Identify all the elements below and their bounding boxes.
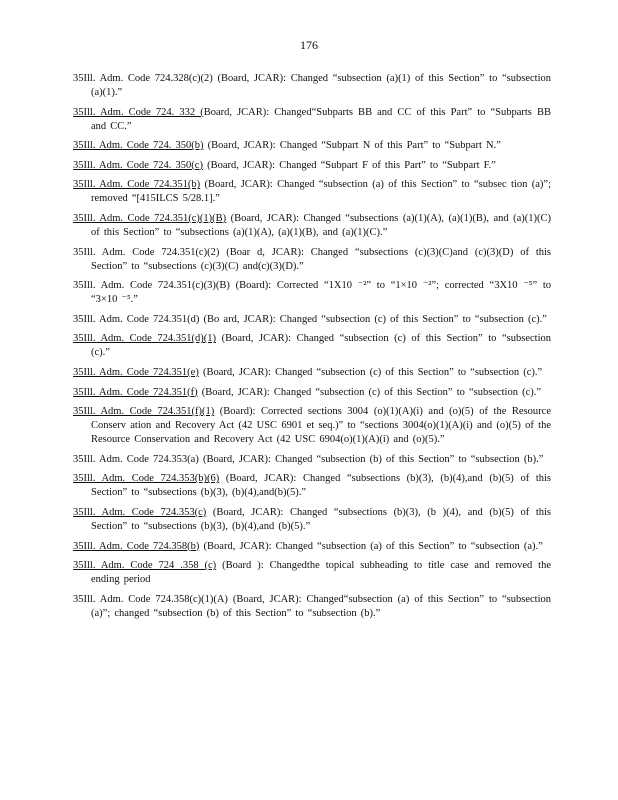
amendment-description: (Board, JCAR): Changed “subsections (a)(1)(A), (a)(1)(B), and (a)(1)(C) of this Section” to “subsections (a)(1)(A), (a)(1)(B), and (a)(1)(C).” — [91, 212, 551, 238]
amendment-description: (Board ): Changedthe topical subheading to title case and removed the ending period — [91, 560, 552, 586]
amendment-entry — [73, 279, 551, 307]
amendment-description: (Board, JCAR): Changed “subsection (a) of this Section” to “subsection (a).” — [199, 540, 543, 552]
amendment-entry — [73, 159, 551, 173]
amendment-entry — [73, 72, 551, 100]
amendment-description: (Boar d, JCAR): Changed “subsections (c)(3)(C)and (c)(3)(D) of this Section” to “subsections (c)(3)(C) and(c)(3)(D).” — [91, 246, 552, 272]
page-number: 176 — [300, 38, 318, 52]
amendment-description: (Board): Corrected sections 3004 (o)(1)(A)(i) and (o)(5) of the Resource Conserv ation and Recovery Act (42 USC 6901 et seq.)” to “sections 3004(o)(1)(A)(i) and (o)(5) of the Resource Conservation and Recovery Act (42 USC 6904(o)(1)(A)(i) and (o)(5).” — [91, 406, 551, 446]
amendment-entry — [73, 453, 551, 467]
amendment-description: (Board, JCAR): Changed “subsection (a) of this Section” to “subsec tion (a)”; removed “[415ILCS 5/28.1].” — [91, 179, 551, 205]
code-citation: 35Ill. Adm. Code 724. 350(c) — [73, 159, 203, 171]
amendment-entry — [73, 366, 551, 380]
amendment-description: (Board, JCAR): Changed “subsection (b) of this Section” to “subsection (b).” — [198, 453, 544, 465]
amendment-entry — [73, 246, 551, 274]
code-citation: 35Ill. Adm. Code 724.358(b) — [73, 540, 200, 552]
amendment-description: (Board, JCAR): Changed “subsection (c) of this Section” to “subsection (c).” — [198, 366, 543, 378]
amendment-entry — [73, 559, 551, 587]
code-citation: 35Ill. Adm. Code 724.353(c) — [73, 506, 207, 518]
amendment-entry — [73, 212, 551, 240]
amendment-list — [73, 72, 551, 626]
code-citation: 35Ill. Adm. Code 724.351(d) — [73, 313, 200, 325]
code-citation: 35Ill. Adm. Code 724.351(c)(1)(B) — [73, 212, 227, 224]
code-citation: 35Ill. Adm. Code 724.358(c)(1)(A) — [73, 593, 228, 605]
amendment-entry — [73, 386, 551, 400]
code-citation: 35Ill. Adm. Code 724.353(a) — [73, 453, 199, 465]
amendment-description: (Board, JCAR): Changed “subsections (b)(3), (b )(4), and (b)(5) of this Section” to “subsections (b)(3), (b)(4),and (b)(5).” — [91, 506, 551, 532]
amendment-description: (Board, JCAR): Changed “Subpart N of this Part” to “Subpart N.” — [203, 140, 501, 152]
code-citation: 35Ill. Adm. Code 724.351(f)(1) — [73, 406, 215, 418]
amendment-description: (Bo ard, JCAR): Changed “subsection (c) of this Section” to “subsection (c).” — [199, 313, 547, 325]
amendment-entry — [73, 472, 551, 500]
amendment-entry — [73, 139, 551, 153]
amendment-description: (Board, JCAR): Changed “Subpart F of this Part” to “Subpart F.” — [202, 159, 496, 171]
amendment-description: (Board, JCAR): Changed “subsection (c) of this Section” to “subsection (c).” — [91, 333, 551, 359]
amendment-description: (Board, JCAR): Changed “subsections (b)(3), (b)(4),and (b)(5) of this Section” to “subsections (b)(3), (b)(4),and(b)(5).” — [91, 473, 552, 499]
code-citation: 35Ill. Adm. Code 724.351(c)(2) — [73, 246, 220, 258]
amendment-entry — [73, 313, 551, 327]
amendment-description: (Board): Corrected “1X10 ⁻²” to “1×10 ⁻²”; corrected “3X10 ⁻⁵” to “3×10 ⁻⁵.” — [91, 280, 552, 306]
amendment-description: Board, JCAR): Changed“Subparts BB and CC of this Part” to “Subparts BB and CC.” — [91, 106, 551, 132]
amendment-entry — [73, 506, 551, 534]
amendment-entry — [73, 540, 551, 554]
amendment-description: (Board, JCAR): Changed“subsection (a) of this Section” to “subsection (a)”; changed “subsection (b) of this Section” to “subsection (b).” — [91, 593, 551, 619]
amendment-description: (Board, JCAR): Changed “subsection (c) of this Section” to “subsection (c).” — [197, 386, 542, 398]
code-citation: 35Ill. Adm. Code 724.328(c)(2) — [73, 73, 213, 84]
amendment-entry — [73, 178, 551, 206]
code-citation: 35Ill. Adm. Code 724.353(b)(6) — [73, 473, 220, 485]
code-citation: 35Ill. Adm. Code 724.351(c)(3)(B) — [73, 280, 230, 292]
code-citation: 35Ill. Adm. Code 724. 332 ( — [73, 106, 204, 118]
code-citation: 35Ill. Adm. Code 724 .358 (c) — [73, 560, 217, 572]
code-citation: 35Ill. Adm. Code 724. 350(b) — [73, 140, 204, 152]
code-citation: 35Ill. Adm. Code 724.351(e) — [73, 366, 199, 378]
code-citation: 35Ill. Adm. Code 724.351(f) — [73, 386, 198, 398]
amendment-entry — [73, 593, 551, 621]
amendment-entry — [73, 405, 551, 447]
code-citation: 35Ill. Adm. Code 724.351(b) — [73, 179, 201, 191]
amendment-description: (Board, JCAR): Changed “subsection (a)(1) of this Section” to “subsection (a)(1).” — [91, 73, 551, 98]
amendment-entry — [73, 332, 551, 360]
amendment-entry — [73, 106, 551, 134]
code-citation: 35Ill. Adm. Code 724.351(d)(1) — [73, 333, 217, 345]
